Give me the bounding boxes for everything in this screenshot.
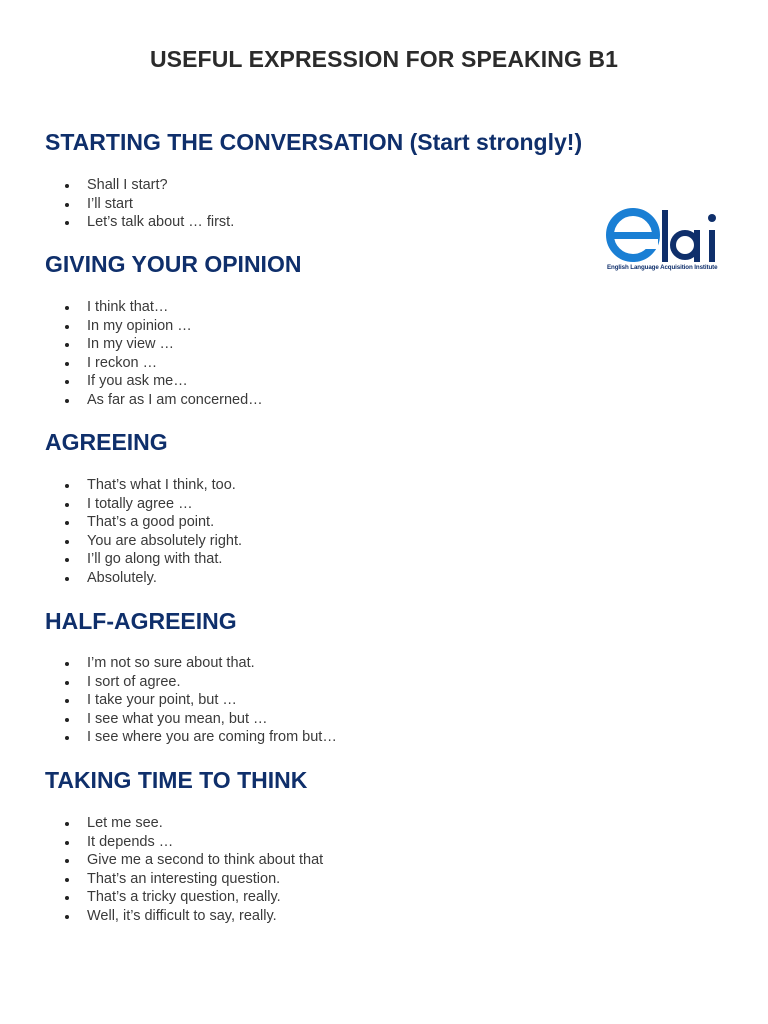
section-agreeing (45, 428, 605, 586)
list-item: I sort of agree. (45, 673, 337, 692)
section-heading: GIVING YOUR OPINION (45, 251, 302, 277)
list-item: I’ll start (45, 195, 234, 214)
list-item: As far as I am concerned… (45, 391, 263, 410)
list-item: I’ll go along with that. (45, 550, 242, 569)
list-item: You are absolutely right. (45, 532, 242, 551)
section-taking-time (45, 766, 605, 924)
list-item: I reckon … (45, 354, 263, 373)
list-item: I’m not so sure about that. (45, 654, 337, 673)
list-item: Give me a second to think about that (45, 851, 323, 870)
section-heading: TAKING TIME TO THINK (45, 767, 308, 793)
list-item: I totally agree … (45, 495, 242, 514)
list-item: If you ask me… (45, 372, 263, 391)
expression-list (45, 814, 323, 926)
list-item: In my opinion … (45, 317, 263, 336)
expression-list (45, 298, 263, 410)
section-giving-opinion (45, 250, 605, 408)
elai-logo (606, 206, 724, 274)
list-item: I think that… (45, 298, 263, 317)
section-heading: AGREEING (45, 429, 168, 455)
expression-list (45, 654, 337, 747)
section-half-agreeing (45, 607, 605, 746)
list-item: Absolutely. (45, 569, 242, 588)
list-item: In my view … (45, 335, 263, 354)
elai-logo-tagline: English Language Acquisition Institute (607, 264, 718, 271)
list-item: That’s a good point. (45, 513, 242, 532)
expression-list (45, 476, 242, 588)
list-item: It depends … (45, 833, 323, 852)
list-item: That’s an interesting question. (45, 870, 323, 889)
section-heading: HALF-AGREEING (45, 608, 237, 634)
list-item: I take your point, but … (45, 691, 337, 710)
list-item: Well, it’s difficult to say, really. (45, 907, 323, 926)
expression-list (45, 176, 234, 232)
section-starting-conversation (45, 128, 605, 231)
section-heading: STARTING THE CONVERSATION (Start strongly!) (45, 129, 583, 155)
list-item: Let me see. (45, 814, 323, 833)
elai-logo-wordmark (606, 206, 724, 266)
list-item: I see where you are coming from but… (45, 728, 337, 747)
list-item: Let’s talk about … first. (45, 213, 234, 232)
list-item: That’s what I think, too. (45, 476, 242, 495)
list-item: Shall I start? (45, 176, 234, 195)
document-title: USEFUL EXPRESSION FOR SPEAKING B1 (149, 46, 619, 72)
list-item: I see what you mean, but … (45, 710, 337, 729)
list-item: That’s a tricky question, really. (45, 888, 323, 907)
